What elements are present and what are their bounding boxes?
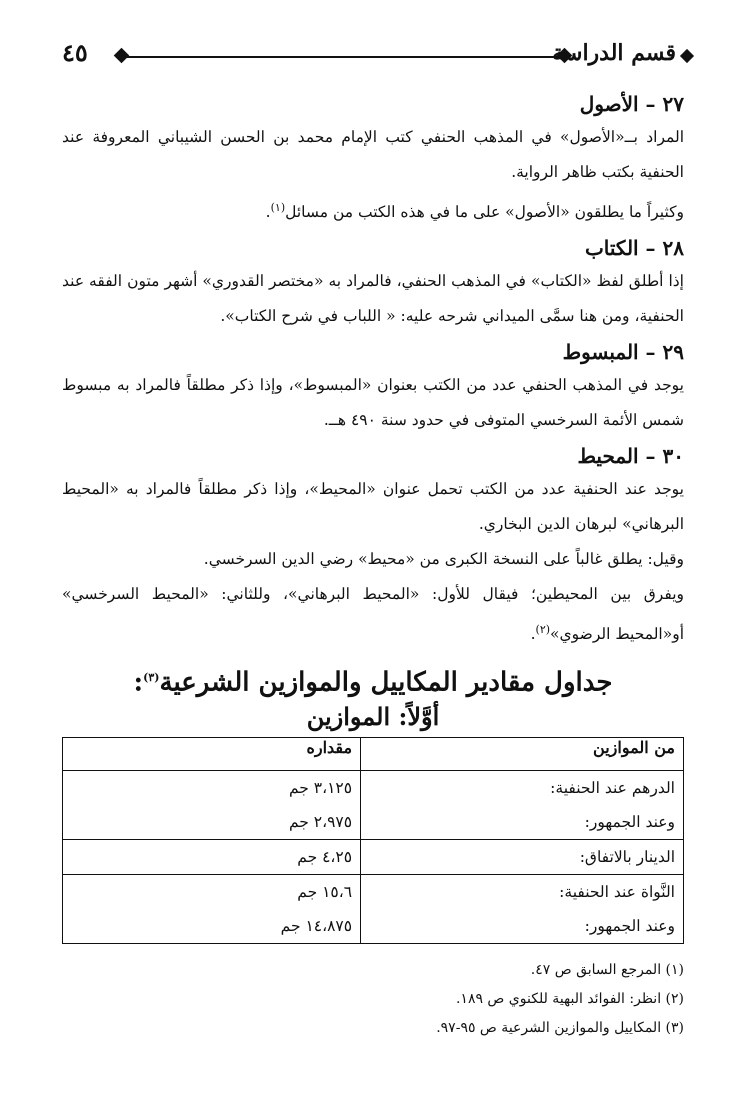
- footnote-ref: (٢): [535, 623, 551, 637]
- paragraph: يوجد عند الحنفية عدد من الكتب تحمل عنوان «المحيط»، وإذا ذكر مطلقاً فالمراد به «المحيط البرهاني» لبرهان الدين البخاري.: [62, 480, 684, 534]
- footnote: (٣) المكاييل والموازين الشرعية ص ٩٥-٩٧.: [436, 1020, 684, 1036]
- table-cell: [361, 839, 684, 874]
- page-number: ٤٥: [62, 38, 88, 67]
- entry-title: ٣٠ – المحيط: [577, 444, 684, 469]
- table-cell: [63, 839, 361, 874]
- row-label: وعند الجمهور:: [584, 916, 675, 935]
- running-title: قسم الدراسة: [552, 40, 676, 66]
- table-row: [63, 874, 684, 943]
- table-heading-text: جداول مقادير المكاييل والموازين الشرعية: [159, 667, 613, 698]
- footnote-ref: (١): [270, 201, 286, 214]
- row-value: ١٤،٨٧٥ جم: [280, 916, 353, 935]
- paragraph: إذا أطلق لفظ «الكتاب» في المذهب الحنفي، فالمراد به «مختصر القدوري» أشهر متون الفقه عند الحنفية، ومن هنا سمَّى الميداني شرحه عليه: « اللباب في شرح الكتاب».: [62, 272, 684, 326]
- column-header: مقداره: [63, 737, 361, 770]
- entry-title: ٢٨ – الكتاب: [584, 236, 684, 261]
- column-header: من الموازين: [361, 737, 684, 770]
- table-cell: [63, 770, 361, 839]
- table-row: [63, 770, 684, 839]
- table-cell: [63, 874, 361, 943]
- page-header: [62, 38, 694, 74]
- row-label: النَّواة عند الحنفية:: [559, 882, 675, 901]
- paragraph: وكثيراً ما يطلقون «الأصول» على ما في هذه الكتب من مسائل$^{(١)}$.: [265, 201, 684, 222]
- table-row: [63, 839, 684, 874]
- paragraph: ويفرق بين المحيطين؛ فيقال للأول: «المحيط البرهاني»، وللثاني: «المحيط السرخسي» أو«المحيط الرضوي»$^{(٢)}$.: [62, 585, 684, 644]
- footnote-ref: (٣): [143, 671, 160, 685]
- table-cell: [361, 874, 684, 943]
- footnote: (١) المرجع السابق ص ٤٧.: [530, 962, 684, 978]
- weights-table: [62, 737, 684, 944]
- table-heading: جداول مقادير المكاييل والموازين الشرعية$^{(٣)}$:: [133, 667, 613, 698]
- footnotes: [62, 956, 684, 1043]
- header-rule: [120, 56, 566, 58]
- paragraph: يوجد في المذهب الحنفي عدد من الكتب بعنوان «المبسوط»، وإذا ذكر مطلقاً فالمراد به مبسوط شمس الأئمة السرخسي المتوفى في حدود سنة ٤٩٠ هــ.: [62, 376, 684, 430]
- paragraph-text: ويفرق بين المحيطين؛ فيقال للأول: «المحيط البرهاني»، وللثاني: «المحيط السرخسي» أو«المحيط الرضوي»: [62, 585, 684, 644]
- footnote: (٢) انظر: الفوائد البهية للكنوي ص ١٨٩.: [455, 991, 684, 1007]
- entry-title: ٢٩ – المبسوط: [562, 340, 684, 365]
- row-value: ١٥،٦ جم: [297, 882, 353, 901]
- diamond-ornament-icon: [680, 49, 694, 63]
- table-subheading: أوَّلاً: الموازين: [306, 701, 440, 731]
- table-cell: [361, 770, 684, 839]
- table-header-row: [63, 737, 684, 770]
- entry-title: ٢٧ – الأصول: [579, 92, 684, 116]
- paragraph: المراد بــ«الأصول» في المذهب الحنفي كتب الإمام محمد بن الحسن الشيباني المعروفة عند الحنفية بكتب ظاهر الرواية.: [62, 128, 684, 181]
- row-label: الدرهم عند الحنفية:: [550, 778, 675, 797]
- footnote-separator: [436, 943, 684, 944]
- paragraph-text: وكثيراً ما يطلقون «الأصول» على ما في هذه الكتب من مسائل: [285, 203, 684, 222]
- row-label: وعند الجمهور:: [584, 812, 675, 831]
- page-body: [62, 86, 684, 944]
- row-value: ٤،٢٥ جم: [297, 847, 353, 866]
- paragraph: وقيل: يطلق غالباً على النسخة الكبرى من «محيط» رضي الدين السرخسي.: [203, 550, 684, 569]
- row-label: الدينار بالاتفاق:: [579, 847, 675, 866]
- row-value: ٢،٩٧٥ جم: [288, 812, 353, 831]
- row-value: ٣،١٢٥ جم: [288, 778, 353, 797]
